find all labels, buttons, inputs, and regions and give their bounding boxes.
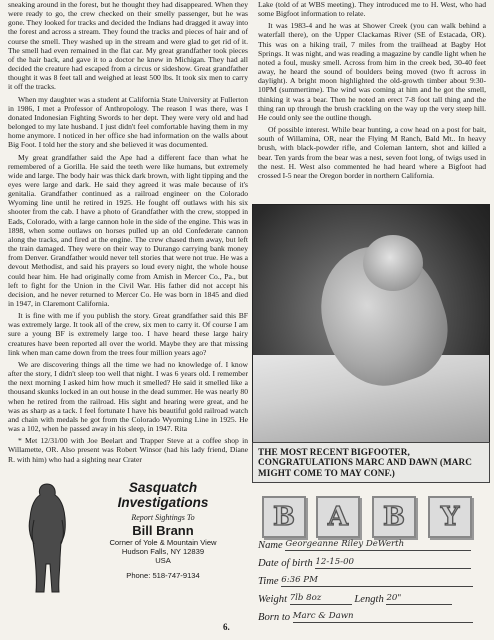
left-column	[8, 0, 248, 467]
block-letter: B	[262, 496, 306, 538]
born-value: Marc & Dawn	[292, 611, 354, 621]
form-row-name	[258, 538, 471, 554]
ad-subtitle: Report Sightings To	[131, 513, 195, 522]
length-value: 20"	[386, 593, 402, 603]
ad-phone: Phone: 518-747-9134	[126, 571, 200, 580]
paragraph: Lake (told of at WBS meeting). They introduced me to H. West, who had some Bigfoot information to relate.	[258, 0, 486, 19]
sasquatch-ad	[78, 480, 248, 580]
paragraph: My great grandfather said the Ape had a different face than what he remembered of a Gorilla. He said the teeth were like humans, but extremely wide and large. The body hair was thick dark brown, with light tipping and the eyes were large and dark. He said they agreed it was male because of it's genitalia. Grandfather continued as a railroad engineer on the Colorado Wyoming line until he retired in 1925. He fought off outlaws with his six shooter from the cab. I have a photo of Grandfather with the crew, stopped in Eads, Colorado, with a large cannon hole in the side of the engine. This was in 1898, when some outlaws on horses pulled up an old Confederate cannon along the tracks, and fired at the engine. The crew chased them away, but left the train damaged. They were on their way to Durango carrying bank money from Denver. Grandfather would never tell stories that were not true. He was a devout Methodist, and said his prayers so loud every night, the whole house could hear him. He had originally come from Amish in Mercer Co., Pa., but left to fight for the Union in the Civil War. His father did not accept his decision, and he never returned to Mercer Co. He was born in 1845 and died in 1947, in Claremont California.	[8, 152, 248, 308]
paragraph: We are discovering things all the time we had no knowledge of. I know after the story, I didn't sleep too well that night. I was 6 years old. I remember the next morning I asked him how much it smelled? He said it smelled like a thousand skunks locked in an out house in the dead summer. He was nearly 80 when he retired from the railroad. His sight and hearing were great, and he was as sharp as a tack. I feel fortunate I have his beautiful gold railroad watch and chain with medals he got from the Colorado Wyoming Line in 1925. He was a 102, when he passed away in his sleep, in 1947. Rita	[8, 359, 248, 434]
ad-contact-name: Bill Brann	[132, 523, 194, 538]
photo-caption: THE MOST RECENT BIGFOOTER, CONGRATULATIONS MARC AND DAWN (MARC MIGHT COME TO MAY CONF.)	[252, 442, 490, 483]
ad-title-line1: Sasquatch	[128, 480, 198, 495]
form-row-dob	[258, 556, 471, 572]
photo-baby-head	[363, 235, 423, 291]
right-column	[258, 0, 486, 183]
sasquatch-figure-icon	[22, 478, 72, 598]
time-label: Time	[258, 576, 279, 587]
paragraph: When my daughter was a student at California State University at Fullerton in 1986, I met a Professor of Anthropology. The reason I was there, was I donated Indonesian Fighting Swords to her dept. They were very old and had belonged to my late husband. I just didn't feel comfortable having them in my home anymore. I noticed in her office she had information on the walls about Big Foot. I told her the story and she believed it was documented.	[8, 94, 248, 150]
length-label: Length	[354, 594, 384, 605]
form-row-time	[258, 574, 473, 590]
paragraph: Of possible interest. While bear hunting, a cow head on a post for bait, south of Willamina, OR, near the Flying M Ranch, Bald Mt.. In heavy brush, with black-powder rifle, and Coleman lantern, shot and killed a bear. Ten yards from the bear was a nest, seven foot long, of twigs used in the nest. H. West also commented he had heard where a Bigfoot had crossed I-5 near the Oregon border in northern California.	[258, 125, 486, 180]
ad-title-line2: Investigations	[117, 495, 209, 510]
born-label: Born to	[258, 612, 291, 623]
paragraph: sneaking around in the forest, but he thought they had disappeared. When they were ready to go, the crew checked on their smelly passenger, but he was gone. They looked for tracks and decided the Indians had dragged it away into the forest and across a stream. They found the tracks and pieces of hair and of course the smell. They washed up in the stream and were glad to get rid of it. The smell had even remained in the flat car. My great grandfather took pieces of the hair back, and gave it to a doctor he knew in Michigan. They had all decided the creature had escaped from a circus or sideshow. Great grandfather thought it was 8 feet tall and weighed at least 500 lbs. It took six men to carry it off the tracks.	[8, 0, 248, 92]
bullet-paragraph: * Met 12/31/00 with Joe Beelart and Trapper Steve at a coffee shop in Willamette, OR. Also present was Robert Winsor (had his lady friend, Diane R. with him) who had a sighting near Crater	[8, 436, 248, 464]
time-value: 6:36 PM	[281, 575, 318, 585]
block-letter: A	[316, 496, 360, 538]
page-number: 6.	[223, 622, 230, 632]
name-value: Georgeanne Riley DeWerth	[285, 539, 405, 549]
block-letter: Y	[428, 496, 472, 538]
baby-photo	[252, 204, 490, 444]
paragraph: It is fine with me if you publish the story. Great grandfather said this BF was extremely large. It took all of the crew, six men to carry it. Of course I am sure a young BF is extremely large too. I have heard these large hairy creatures have been reported all over the world. Maybe they are that missing link when man came down from the trees four million years ago?	[8, 311, 248, 357]
dob-value: 12-15-00	[315, 557, 355, 567]
form-row-born	[258, 610, 473, 626]
dob-label: Date of birth	[258, 558, 313, 569]
weight-label: Weight	[258, 594, 288, 605]
ad-address-line1: Corner of Yole & Mountain View	[109, 538, 217, 547]
form-row-weight	[258, 592, 452, 608]
ad-address-line3: USA	[155, 556, 171, 565]
baby-blocks	[256, 494, 486, 538]
weight-value: 7lb 8oz	[289, 593, 322, 603]
ad-address-line2: Hudson Falls, NY 12839	[121, 547, 205, 556]
paragraph: It was 1983-4 and he was at Shower Creek (you can walk behind a waterfall there), on the Upper Clackamas River (SE of Estacada, OR). This was on a hiking trail, 7 miles from the trailhead at Bagby Hot Springs. It was night, and was reading a magazine by candle light when he noted a foul, musky smell. Across from him in the creek bed, 30-40 feet away, he heard the sound of boulders being moved (two ft across in daylight). A bright moon highlighted the old-growth timber about 9:30-10PM (summertime). The wind was coming at him and he got the smell, thinking it was a bear. Then he noted an erect 7-8 foot tall thing and the thing ran up through the brush crackling on the way up the very steep hill. He could only see the outline though.	[258, 21, 486, 122]
name-label: Name	[258, 540, 283, 551]
block-letter: B	[372, 496, 416, 538]
